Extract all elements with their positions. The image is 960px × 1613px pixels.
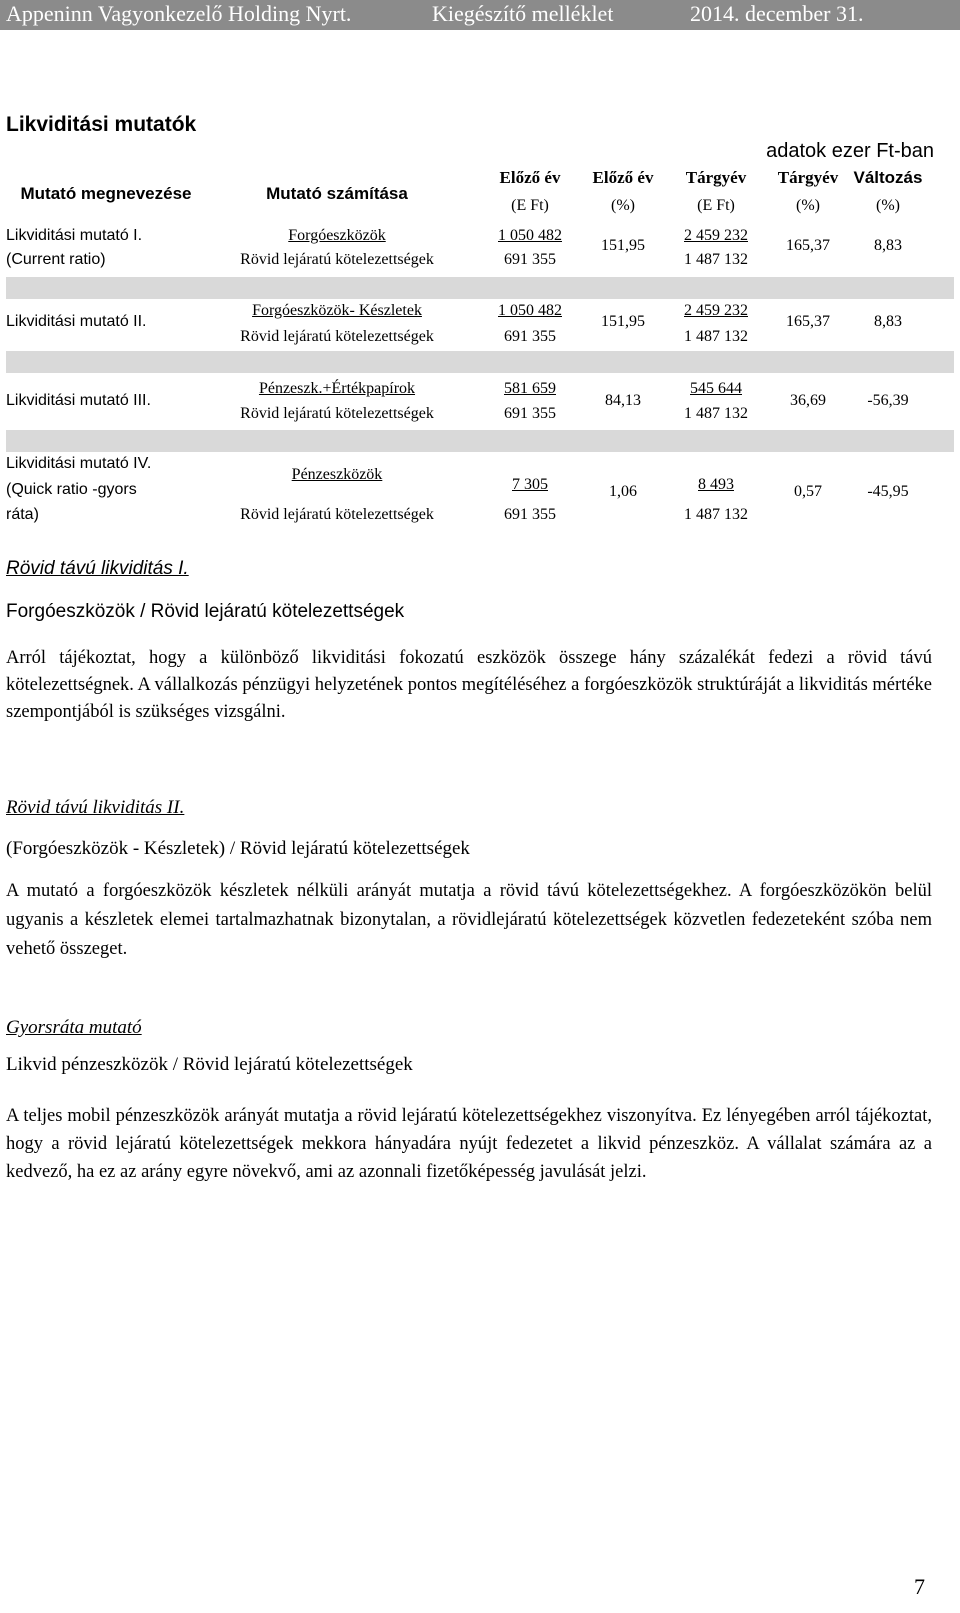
row-prev-numerator: 1 050 482 — [498, 227, 562, 244]
header-date: 2014. december 31. — [690, 1, 864, 26]
header-section: Kiegészítő melléklet — [432, 1, 614, 26]
row-cur-numerator: 545 644 — [690, 380, 742, 397]
col-header-calc: Mutató számítása — [266, 184, 408, 203]
row-separator — [6, 277, 954, 299]
row-prev-numerator: 7 305 — [512, 476, 548, 493]
row-prev-pct: 151,95 — [601, 313, 645, 330]
row-name: Likviditási mutató III. — [6, 392, 151, 409]
row-name-sub: (Current ratio) — [6, 251, 106, 268]
row-prev-numerator: 581 659 — [504, 380, 556, 397]
col-header-cur-pct-unit: (%) — [796, 197, 820, 214]
row-cur-denominator: 1 487 132 — [684, 328, 748, 345]
row-cur-numerator: 2 459 232 — [684, 227, 748, 244]
row-cur-pct: 36,69 — [790, 392, 826, 409]
section-formula: Forgóeszközök / Rövid lejáratú kötelezettségek — [6, 601, 405, 622]
row-name-sub: (Quick ratio -gyors — [6, 481, 137, 498]
col-header-cur-pct: Tárgyév — [777, 168, 839, 187]
row-numerator: Forgóeszközök- Készletek — [252, 302, 422, 319]
page-title: Likviditási mutatók — [6, 113, 197, 136]
row-cur-pct: 165,37 — [786, 237, 830, 254]
row-name-sub: ráta) — [6, 506, 39, 523]
row-cur-denominator: 1 487 132 — [684, 405, 748, 422]
col-header-prev-ft: Előző év — [499, 168, 561, 187]
row-denominator: Rövid lejáratú kötelezettségek — [240, 328, 434, 345]
col-header-name: Mutató megnevezése — [20, 184, 192, 203]
row-name: Likviditási mutató I. — [6, 227, 143, 244]
col-header-prev-pct-unit: (%) — [611, 197, 635, 214]
row-denominator: Rövid lejáratú kötelezettségek — [240, 405, 434, 422]
row-prev-pct: 1,06 — [609, 483, 637, 500]
section-formula: (Forgóeszközök - Készletek) / Rövid lejáratú kötelezettségek — [6, 838, 470, 859]
row-change: -45,95 — [867, 483, 909, 500]
row-name: Likviditási mutató IV. — [6, 455, 152, 472]
row-cur-pct: 165,37 — [786, 313, 830, 330]
row-separator — [6, 430, 954, 452]
row-cur-denominator: 1 487 132 — [684, 251, 748, 268]
col-header-change: Változás — [853, 168, 923, 187]
page-number: 7 — [914, 1574, 925, 1599]
col-header-change-unit: (%) — [876, 197, 900, 214]
row-prev-denominator: 691 355 — [504, 405, 556, 422]
row-prev-denominator: 691 355 — [504, 328, 556, 345]
row-cur-denominator: 1 487 132 — [684, 506, 748, 523]
row-prev-pct: 151,95 — [601, 237, 645, 254]
row-change: 8,83 — [874, 237, 902, 254]
col-header-cur-ft: Tárgyév — [685, 168, 747, 187]
section-formula: Likvid pénzeszközök / Rövid lejáratú kötelezettségek — [6, 1054, 413, 1075]
section-heading: Rövid távú likviditás I. — [6, 558, 189, 579]
section-heading: Gyorsráta mutató — [6, 1017, 142, 1038]
col-header-prev-pct: Előző év — [592, 168, 654, 187]
row-cur-numerator: 2 459 232 — [684, 302, 748, 319]
col-header-cur-ft-unit: (E Ft) — [697, 197, 735, 214]
row-numerator: Pénzeszk.+Értékpapírok — [258, 380, 416, 397]
row-prev-denominator: 691 355 — [504, 251, 556, 268]
row-change: 8,83 — [874, 313, 902, 330]
row-separator — [6, 351, 954, 373]
row-prev-numerator: 1 050 482 — [498, 302, 562, 319]
row-denominator: Rövid lejáratú kötelezettségek — [240, 506, 434, 523]
row-denominator: Rövid lejáratú kötelezettségek — [240, 251, 434, 268]
row-change: -56,39 — [867, 392, 909, 409]
section-text: Arról tájékoztat, hogy a különböző likviditási fokozatú eszközök összege hány százalékát fedezi a rövid távú kötelezettségnek. A vállalkozás pénzügyi helyzetének pontos megítéléséhez a forgóeszközök struktúráját a likviditás mértéke szempontjából is szükséges vizsgálni. — [6, 648, 932, 722]
row-cur-pct: 0,57 — [794, 483, 822, 500]
col-header-prev-ft-unit: (E Ft) — [511, 197, 549, 214]
section-text: A teljes mobil pénzeszközök arányát mutatja a rövid lejáratú kötelezettségekhez viszonyítva. Ez lényegében arról tájékoztat, hogy a rövid lejáratú kötelezettségek mekkora hányadára nyújt fedezetet a likvid pénzeszköz. A vállalat számára az a kedvező, ha ez az arány egyre növekvő, ami az azonnali fizetőképesség javulását jelzi. — [6, 1106, 932, 1182]
section-heading: Rövid távú likviditás II. — [6, 797, 185, 818]
row-prev-denominator: 691 355 — [504, 506, 556, 523]
page-header — [0, 0, 960, 30]
row-cur-numerator: 8 493 — [698, 476, 734, 493]
unit-note: adatok ezer Ft-ban — [766, 140, 934, 162]
row-name: Likviditási mutató II. — [6, 313, 147, 330]
header-company: Appeninn Vagyonkezelő Holding Nyrt. — [6, 1, 352, 26]
row-prev-pct: 84,13 — [605, 392, 641, 409]
row-numerator: Forgóeszközök — [288, 227, 386, 244]
section-text: A mutató a forgóeszközök készletek nélküli arányát mutatja a rövid távú kötelezettségekhez. A forgóeszközökön belül ugyanis a készletek elemei tartalmazhatnak bizonytalan, a rövidlejáratú kötelezettségek közvetlen fedezeteként szóba nem vehető összeget. — [6, 881, 932, 959]
row-numerator: Pénzeszközök — [291, 466, 383, 483]
